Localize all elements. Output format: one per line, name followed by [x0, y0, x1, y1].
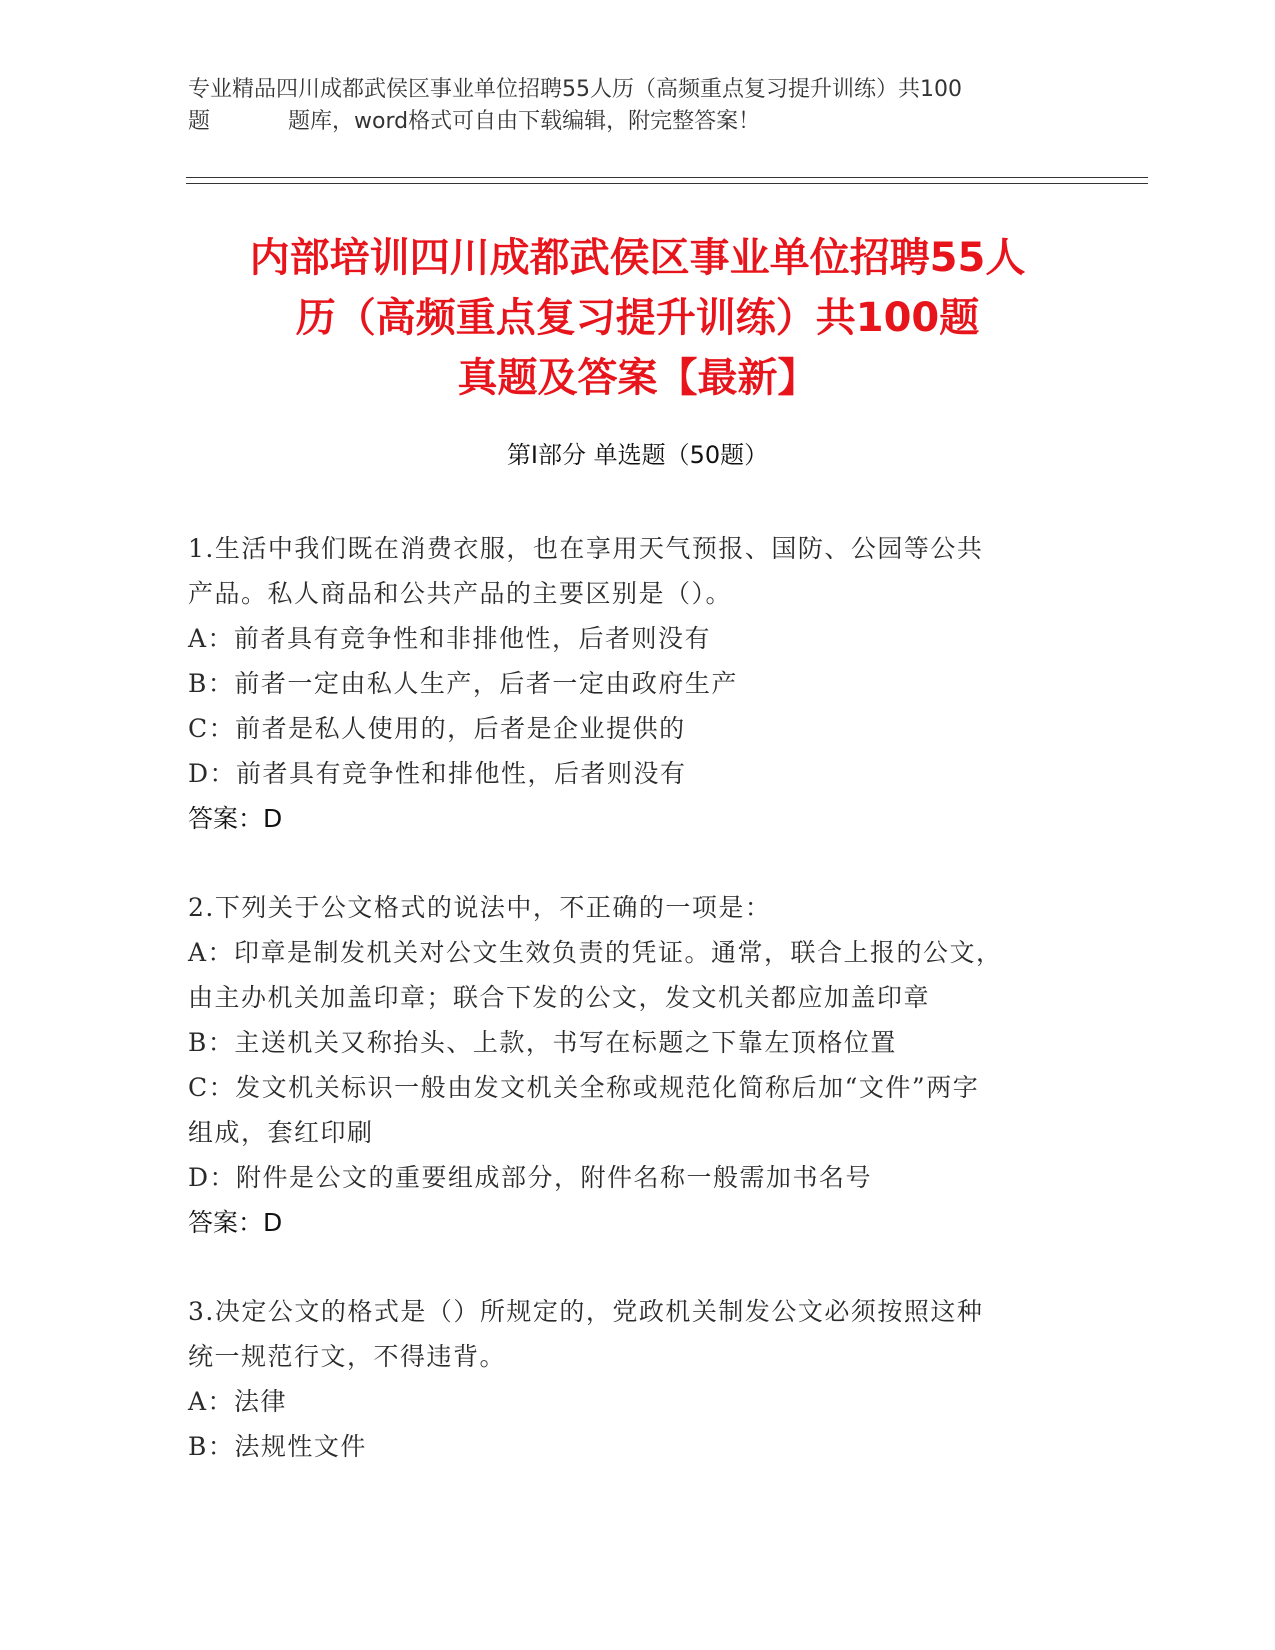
- document-title: [150, 228, 1125, 408]
- question-option-line: 由主办机关加盖印章；联合下发的公文，发文机关都应加盖印章: [188, 983, 931, 1012]
- question-option-line: B：主送机关又称抬头、上款，书写在标题之下靠左顶格位置: [188, 1028, 897, 1057]
- question-list: [188, 526, 1088, 1513]
- question-option-line: D：附件是公文的重要组成部分，附件名称一般需加书名号: [188, 1163, 873, 1192]
- question-option-line: D：前者具有竞争性和排他性，后者则没有: [188, 759, 687, 788]
- question-option-line: A：前者具有竞争性和非排他性，后者则没有: [188, 624, 712, 653]
- header-note-line1: 专业精品四川成都武侯区事业单位招聘55人历（高频重点复习提升训练）共100: [188, 77, 962, 102]
- question-answer: 答案：D: [188, 804, 283, 833]
- question-stem-line: 3.决定公文的格式是（）所规定的，党政机关制发公文必须按照这种: [188, 1297, 984, 1326]
- question-option-line: 组成，套红印刷: [188, 1118, 374, 1147]
- question-option-line: B：法规性文件: [188, 1432, 367, 1461]
- header-rule-bottom: [186, 183, 1148, 184]
- question-option-line: B：前者一定由私人生产，后者一定由政府生产: [188, 669, 738, 698]
- document-title-line3: 真题及答案【最新】: [457, 355, 818, 401]
- document-title-line1: 内部培训四川成都武侯区事业单位招聘55人: [249, 235, 1026, 281]
- question-1: [188, 526, 1088, 841]
- question-option-line: A：法律: [188, 1387, 288, 1416]
- question-2: [188, 885, 1088, 1245]
- question-3: [188, 1289, 1088, 1469]
- question-stem-line: 产品。私人商品和公共产品的主要区别是（）。: [188, 579, 733, 608]
- question-stem-line: 统一规范行文，不得违背。: [188, 1342, 507, 1371]
- header-rule-top: [186, 177, 1148, 178]
- header-note-line2-rest: 题库，word格式可自由下载编辑，附完整答案！: [288, 109, 761, 134]
- section-title: 第Ⅰ部分 单选题（50题）: [506, 441, 769, 469]
- question-option-line: A：印章是制发机关对公文生效负责的凭证。通常，联合上报的公文，: [188, 938, 1003, 967]
- question-option-line: C：前者是私人使用的，后者是企业提供的: [188, 714, 686, 743]
- question-answer: 答案：D: [188, 1208, 283, 1237]
- header-note: [188, 74, 1088, 138]
- question-stem-line: 1.生活中我们既在消费衣服，也在享用天气预报、国防、公园等公共: [188, 534, 984, 563]
- header-note-line2: [188, 106, 1088, 138]
- question-stem-line: 2.下列关于公文格式的说法中，不正确的一项是：: [188, 893, 772, 922]
- document-title-line2: 历（高频重点复习提升训练）共100题: [295, 295, 980, 341]
- question-option-line: C：发文机关标识一般由发文机关全称或规范化简称后加“文件”两字: [188, 1073, 980, 1102]
- header-note-line2-start: 题: [188, 109, 211, 134]
